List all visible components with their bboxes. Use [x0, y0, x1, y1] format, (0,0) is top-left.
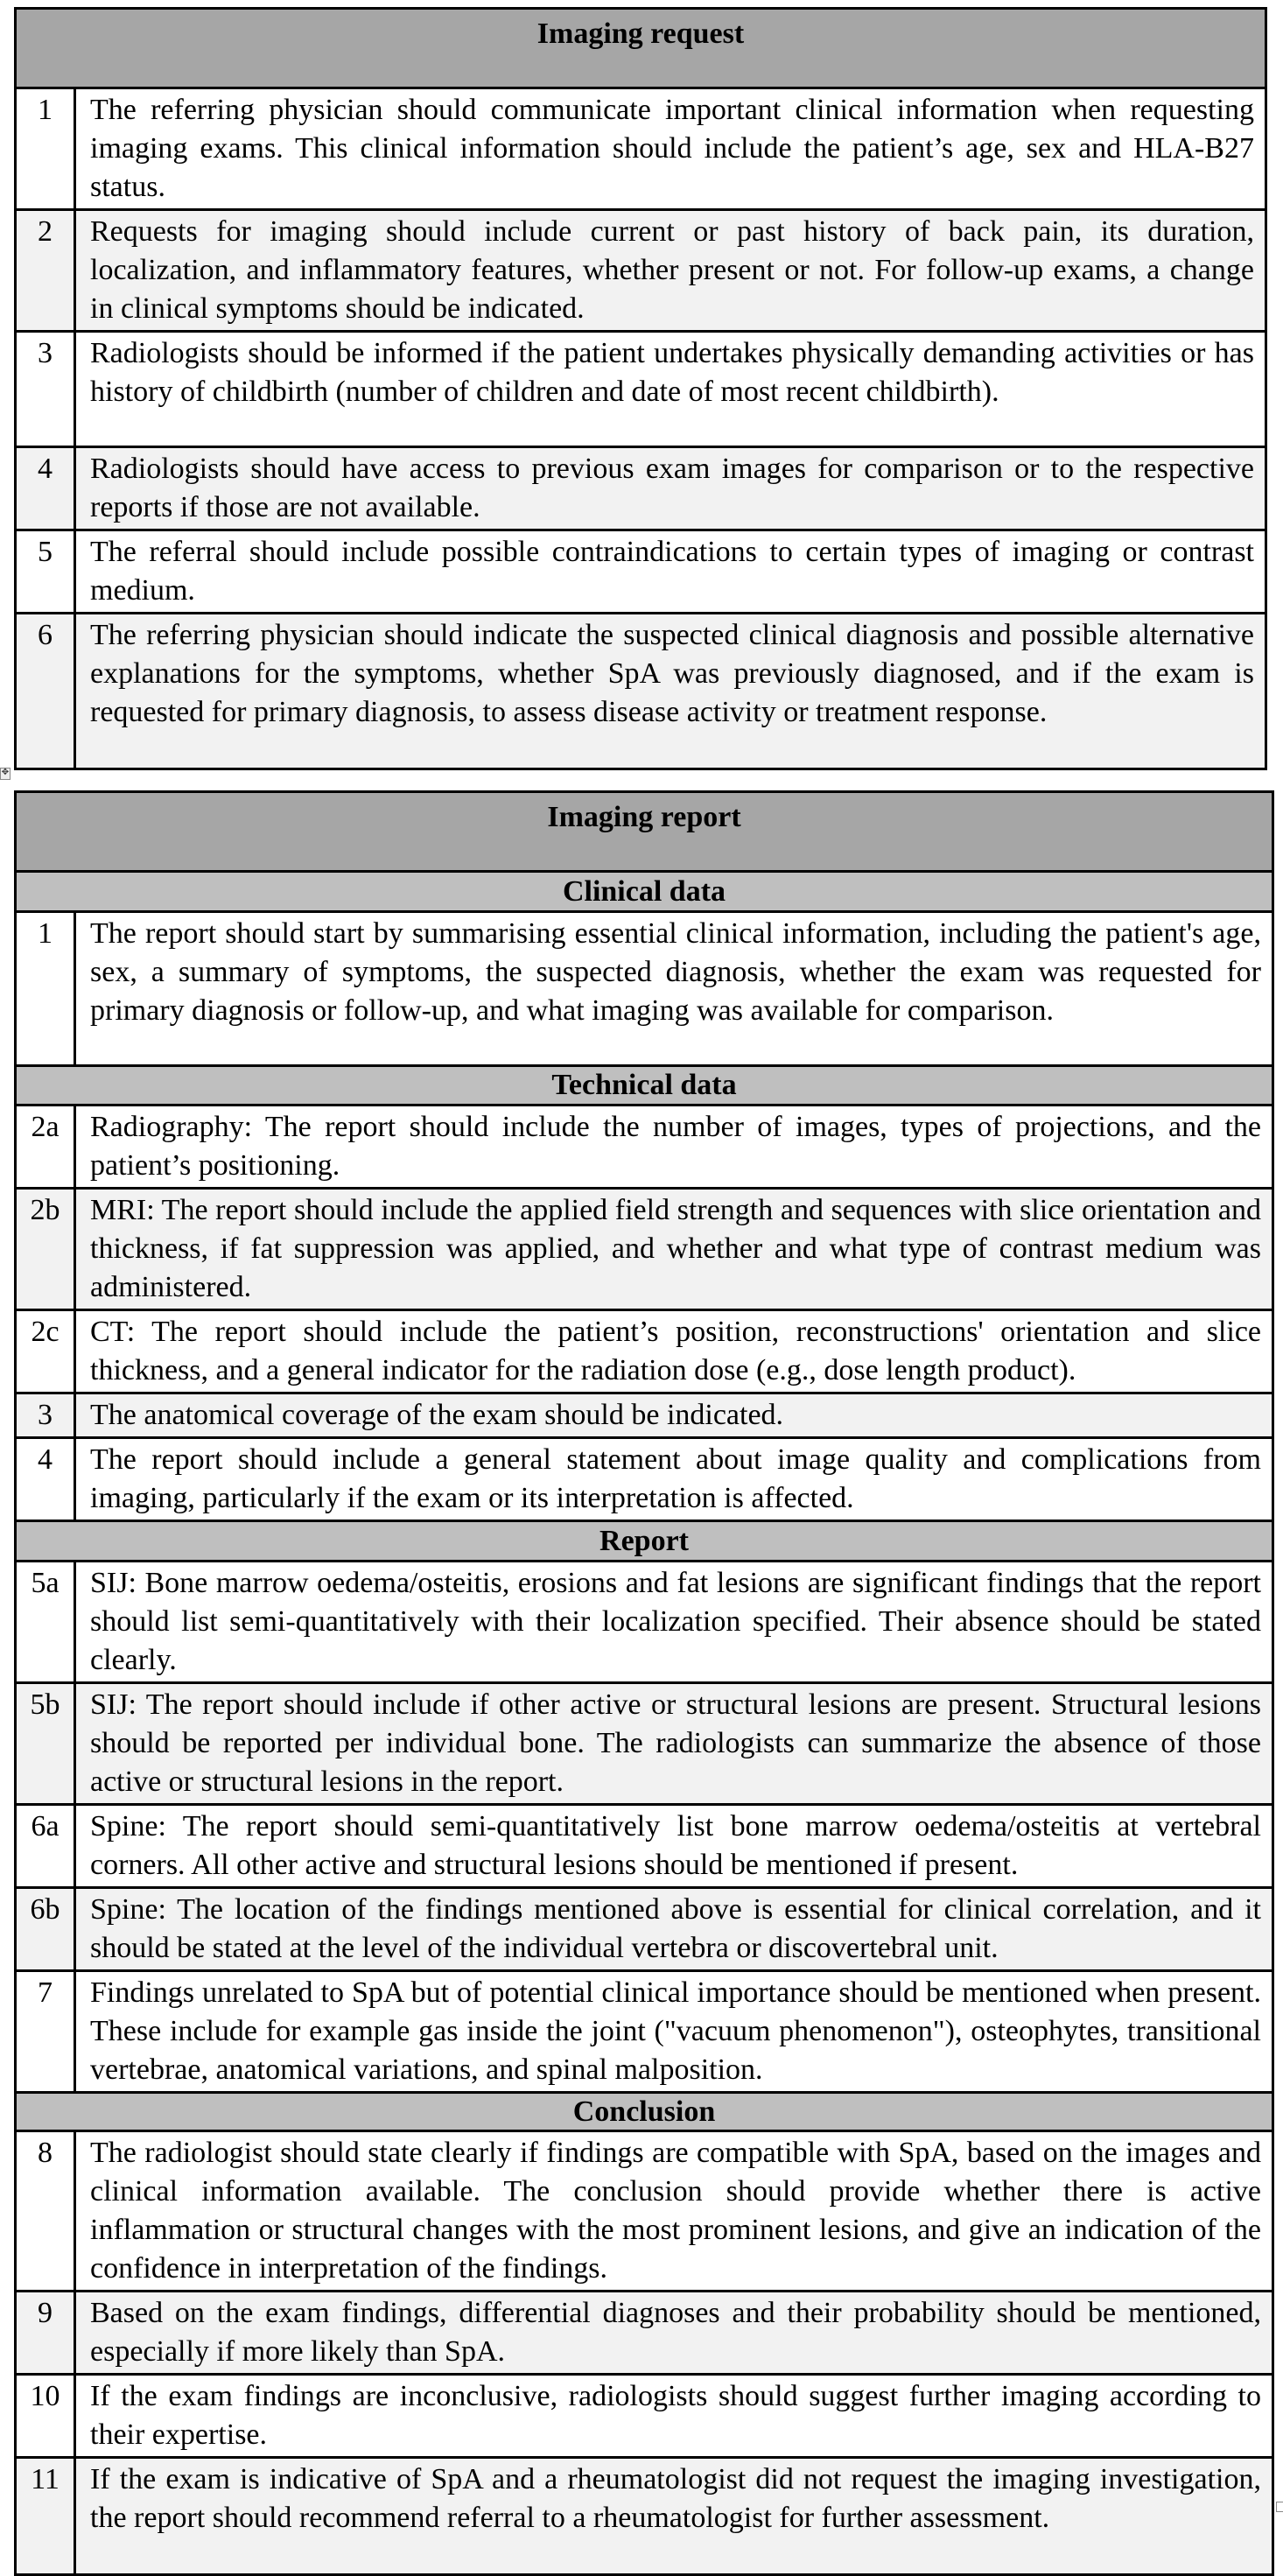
row-text: Requests for imaging should include current or past history of back pain, its duration, localization, and inflammatory features, whether present or not. For follow-up exams, a change in clinical symptoms should be indicated.: [75, 210, 1266, 332]
row-number: 1: [16, 912, 75, 1066]
row-text: The radiologist should state clearly if findings are compatible with SpA, based on the images and clinical information available. The conclusion should provide whether there is active inflammation or structural changes with the most prominent lesions, and give an indication of the confidence in interpretation of the findings.: [75, 2131, 1273, 2292]
row-number: 2c: [16, 1310, 75, 1393]
row-number: 3: [16, 1393, 75, 1438]
row-number: 11: [16, 2458, 75, 2575]
table-row: [16, 614, 1266, 769]
row-text: The anatomical coverage of the exam should be indicated.: [75, 1393, 1273, 1438]
row-text: Based on the exam findings, differential diagnoses and their probability should be mentioned, especially if more likely than SpA.: [75, 2292, 1273, 2375]
table-row: [16, 1562, 1273, 1683]
table-row: [16, 2375, 1273, 2458]
table-resize-handle[interactable]: [1276, 2502, 1283, 2512]
row-text: CT: The report should include the patient’s position, reconstructions' orientation and slice thickness, and a general indicator for the radiation dose (e.g., dose length product).: [75, 1310, 1273, 1393]
imaging-request-title: Imaging request: [16, 9, 1266, 88]
table-row: [16, 1393, 1273, 1438]
section-header-report: Report: [16, 1521, 1273, 1562]
table-row: [16, 1971, 1273, 2093]
row-number: 3: [16, 332, 75, 447]
row-number: 6a: [16, 1805, 75, 1888]
row-text: The referral should include possible contraindications to certain types of imaging or contrast medium.: [75, 530, 1266, 614]
row-number: 4: [16, 447, 75, 530]
section-header-conclusion: Conclusion: [16, 2093, 1273, 2131]
table-row: [16, 88, 1266, 210]
row-text: If the exam is indicative of SpA and a rheumatologist did not request the imaging investigation, the report should recommend referral to a rheumatologist for further assessment.: [75, 2458, 1273, 2575]
row-text: Findings unrelated to SpA but of potential clinical importance should be mentioned when present. These include for example gas inside the joint ("vacuum phenomenon"), osteophytes, transitional vertebrae, anatomical variations, and spinal malposition.: [75, 1971, 1273, 2093]
row-text: MRI: The report should include the applied field strength and sequences with slice orientation and thickness, if fat suppression was applied, and whether and what type of contrast medium was administered.: [75, 1189, 1273, 1310]
row-text: If the exam findings are inconclusive, radiologists should suggest further imaging according to their expertise.: [75, 2375, 1273, 2458]
table-row: [16, 1189, 1273, 1310]
row-text: Spine: The location of the findings mentioned above is essential for clinical correlation, and it should be stated at the level of the individual vertebra or discovertebral unit.: [75, 1888, 1273, 1971]
row-text: The referring physician should indicate the suspected clinical diagnosis and possible alternative explanations for the symptoms, whether SpA was previously diagnosed, and if the exam is requested for primary diagnosis, to assess disease activity or treatment response.: [75, 614, 1266, 769]
row-number: 7: [16, 1971, 75, 2093]
row-number: 2: [16, 210, 75, 332]
table-row: [16, 530, 1266, 614]
row-number: 8: [16, 2131, 75, 2292]
row-text: Radiologists should be informed if the patient undertakes physically demanding activities or has history of childbirth (number of children and date of most recent childbirth).: [75, 332, 1266, 447]
table-row: [16, 1310, 1273, 1393]
table-row: [16, 1106, 1273, 1189]
table-move-handle-icon[interactable]: ✥: [0, 768, 11, 780]
row-text: Spine: The report should semi-quantitatively list bone marrow oedema/osteitis at vertebral corners. All other active and structural lesions should be mentioned if present.: [75, 1805, 1273, 1888]
row-text: SIJ: The report should include if other active or structural lesions are present. Structural lesions should be reported per individual bone. The radiologists can summarize the absence of those active or structural lesions in the report.: [75, 1683, 1273, 1805]
imaging-report-title: Imaging report: [16, 792, 1273, 872]
row-number: 10: [16, 2375, 75, 2458]
table-row: [16, 1438, 1273, 1521]
table-row: [16, 2131, 1273, 2292]
row-text: The report should start by summarising essential clinical information, including the patient's age, sex, a summary of symptoms, the suspected diagnosis, whether the exam was requested for primary diagnosis or follow-up, and what imaging was available for comparison.: [75, 912, 1273, 1066]
table-row: [16, 1805, 1273, 1888]
imaging-request-table: [14, 7, 1267, 770]
row-number: 2b: [16, 1189, 75, 1310]
table-row: [16, 2292, 1273, 2375]
row-number: 5: [16, 530, 75, 614]
table-row: [16, 332, 1266, 447]
row-text: Radiography: The report should include the number of images, types of projections, and the patient’s positioning.: [75, 1106, 1273, 1189]
row-text: The referring physician should communicate important clinical information when requesting imaging exams. This clinical information should include the patient’s age, sex and HLA-B27 status.: [75, 88, 1266, 210]
table-row: [16, 210, 1266, 332]
row-number: 5b: [16, 1683, 75, 1805]
table-row: [16, 1683, 1273, 1805]
imaging-report-table: [14, 790, 1274, 2576]
row-text: The report should include a general statement about image quality and complications from imaging, particularly if the exam or its interpretation is affected.: [75, 1438, 1273, 1521]
row-number: 4: [16, 1438, 75, 1521]
row-number: 9: [16, 2292, 75, 2375]
row-number: 2a: [16, 1106, 75, 1189]
row-number: 1: [16, 88, 75, 210]
row-text: SIJ: Bone marrow oedema/osteitis, erosions and fat lesions are significant findings that the report should list semi-quantitatively with their localization specified. Their absence should be stated clearly.: [75, 1562, 1273, 1683]
row-number: 6b: [16, 1888, 75, 1971]
section-header-technical-data: Technical data: [16, 1066, 1273, 1106]
section-header-clinical-data: Clinical data: [16, 872, 1273, 912]
table-row: [16, 2458, 1273, 2575]
table-row: [16, 1888, 1273, 1971]
row-number: 6: [16, 614, 75, 769]
row-text: Radiologists should have access to previous exam images for comparison or to the respective reports if those are not available.: [75, 447, 1266, 530]
row-number: 5a: [16, 1562, 75, 1683]
table-row: [16, 447, 1266, 530]
table-row: [16, 912, 1273, 1066]
